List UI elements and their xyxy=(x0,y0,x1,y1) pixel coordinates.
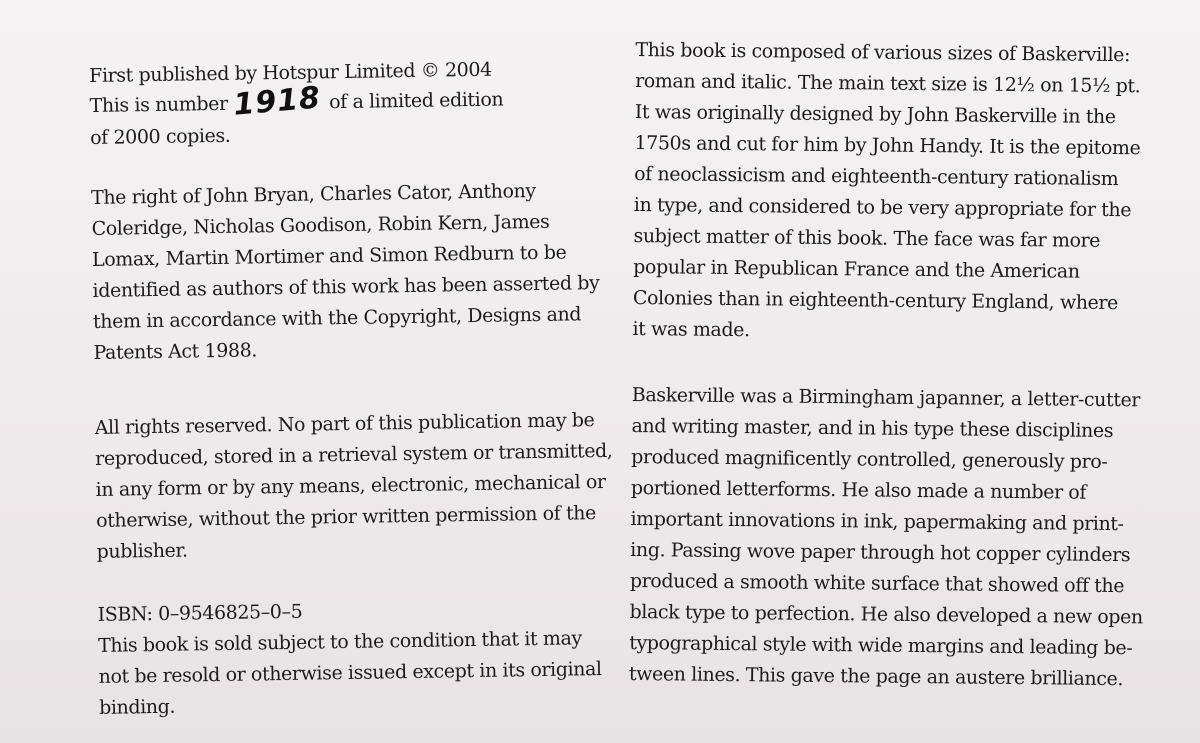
typeface-line: in type, and considered to be very appropriate for the xyxy=(633,193,1132,222)
right-column xyxy=(628,0,1188,691)
baskerville-line: produced magnificently controlled, generously pro- xyxy=(631,445,1108,473)
typeface-line: it was made. xyxy=(632,317,750,342)
baskerville-line: important innovations in ink, papermaking and print- xyxy=(630,507,1124,536)
typeface-line: This book is composed of various sizes of Baskerville: xyxy=(635,38,1131,67)
baskerville-line: produced a smooth white surface that showed off the xyxy=(629,569,1125,598)
condition-line: This book is sold subject to the condition that it may xyxy=(97,627,582,657)
typeface-paragraph xyxy=(632,0,1188,342)
edition-line xyxy=(89,80,504,123)
baskerville-line: typographical style with wide margins and leading be- xyxy=(629,631,1133,660)
typeface-line: Colonies than in eighteenth-century England, where xyxy=(632,286,1119,315)
baskerville-line: portioned letterforms. He also made a number of xyxy=(630,476,1087,504)
copies-line: of 2000 copies. xyxy=(89,124,231,149)
authors-line: The right of John Bryan, Charles Cator, Anthony xyxy=(90,179,536,209)
baskerville-line: ing. Passing wove paper through hot copper cylinders xyxy=(630,538,1131,567)
baskerville-line: and writing master, and in his type these disciplines xyxy=(631,414,1114,443)
authors-line: Lomax, Martin Mortimer and Simon Redburn to be xyxy=(91,241,567,271)
authors-line: them in accordance with the Copyright, Designs and xyxy=(92,303,582,333)
condition-line: binding. xyxy=(98,695,176,719)
rights-line: reproduced, stored in a retrieval system or transmitted, xyxy=(95,439,613,470)
rights-line: publisher. xyxy=(96,539,188,563)
typeface-line: popular in Republican France and the American xyxy=(633,255,1080,283)
typeface-line: of neoclassicism and eighteenth-century rationalism xyxy=(634,162,1119,191)
typeface-line: It was originally designed by John Baskerville in the xyxy=(634,100,1116,129)
typeface-line: subject matter of this book. The face was far more xyxy=(633,224,1101,252)
baskerville-line: Baskerville was a Birmingham japanner, a letter-cutter xyxy=(631,383,1141,412)
authors-line: Coleridge, Nicholas Goodison, Robin Kern, James xyxy=(91,210,550,240)
rights-line: All rights reserved. No part of this publication may be xyxy=(94,409,595,439)
rights-line: in any form or by any means, electronic, mechanical or xyxy=(95,470,606,501)
authors-line: Patents Act 1988. xyxy=(93,339,258,364)
typeface-line: 1750s and cut for him by John Handy. It is the epitome xyxy=(634,131,1141,160)
rights-line: otherwise, without the prior written permission of the xyxy=(96,502,597,532)
isbn: ISBN: 0–9546825–0–5 xyxy=(97,600,303,626)
typeface-line: roman and italic. The main text size is 12½ on 15½ pt. xyxy=(635,69,1141,98)
handwritten-edition-number: 1918 xyxy=(232,80,323,123)
baskerville-line: tween lines. This gave the page an austere brilliance. xyxy=(628,662,1124,691)
edition-prefix: This is number xyxy=(89,92,228,117)
edition-suffix: of a limited edition xyxy=(328,88,504,114)
baskerville-line: black type to perfection. He also developed a new open xyxy=(629,600,1143,629)
authors-line: identified as authors of this work has been asserted by xyxy=(92,272,600,302)
publication-line: First published by Hotspur Limited © 2004 xyxy=(89,58,492,87)
condition-line: not be resold or otherwise issued except in its original xyxy=(98,658,602,688)
